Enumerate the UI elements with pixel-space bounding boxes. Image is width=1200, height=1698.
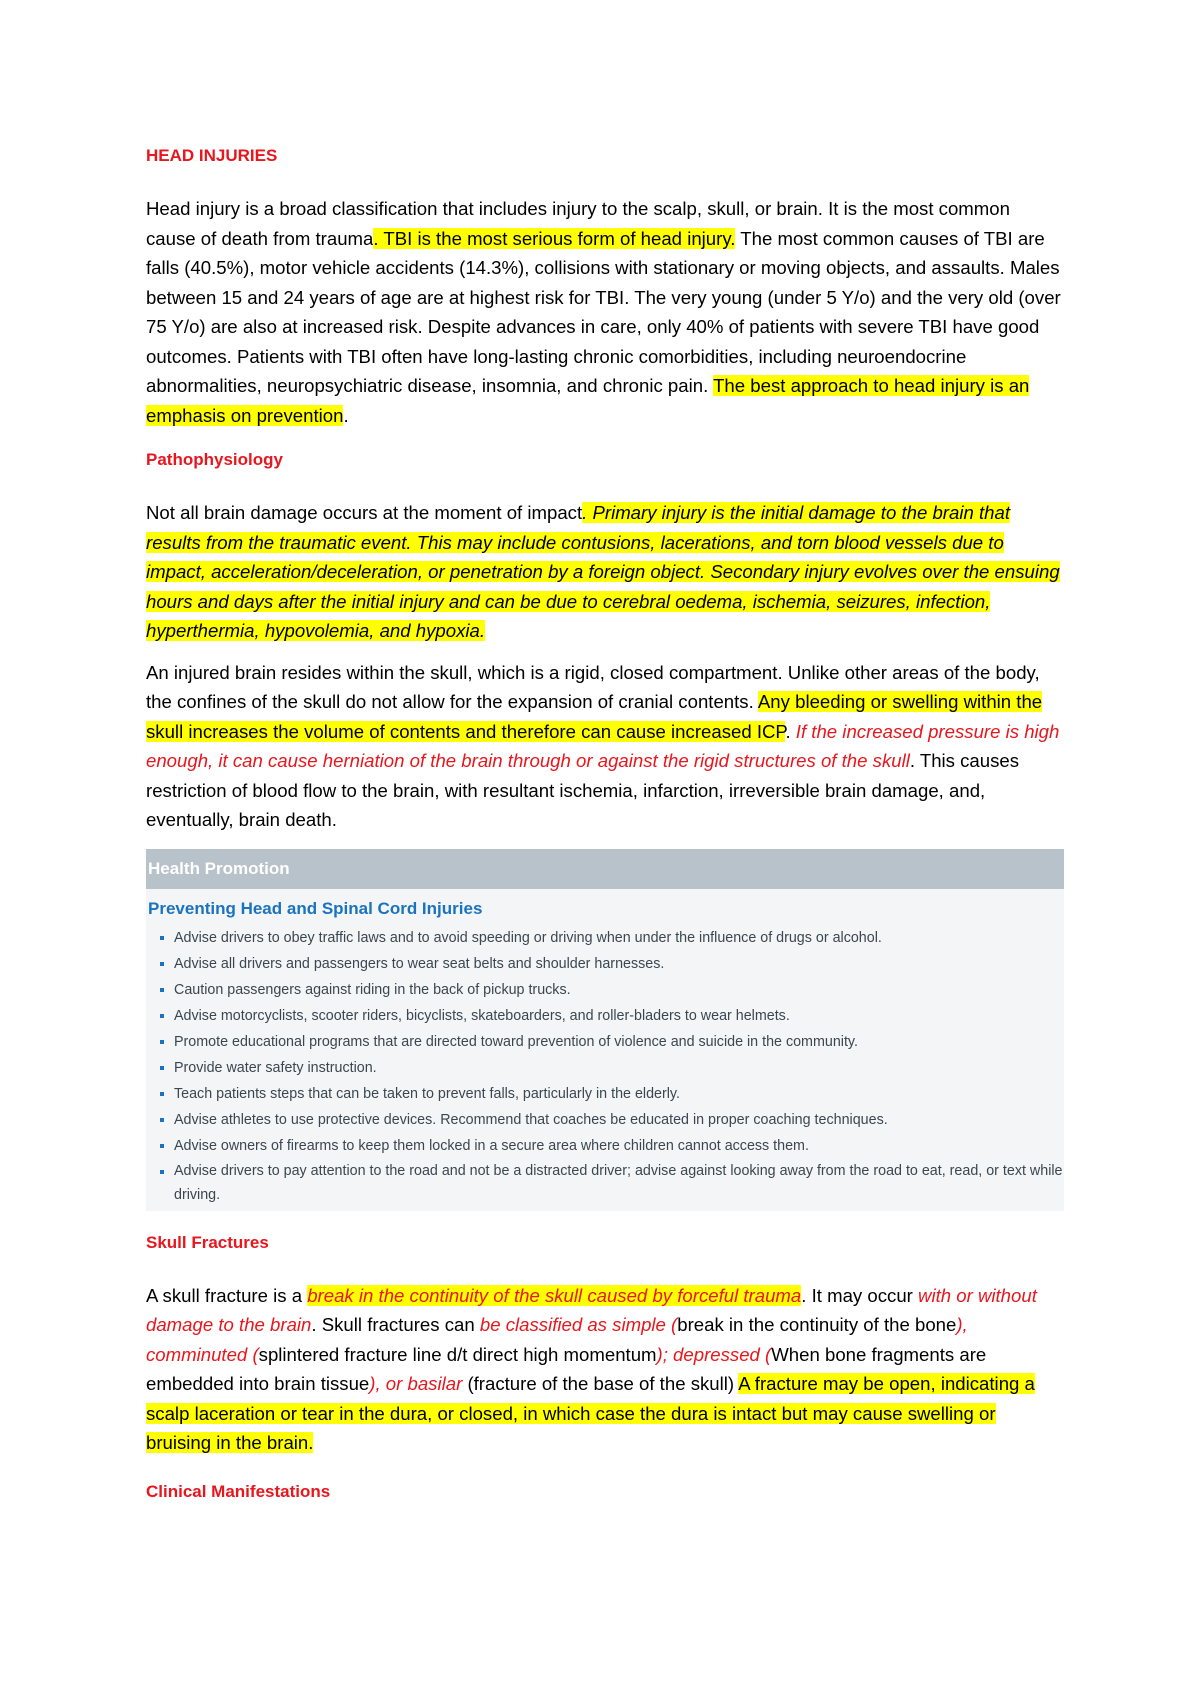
bullet-icon [160,1170,164,1174]
text-run: ); depressed ( [656,1343,772,1365]
paragraph-head-injury-intro [146,194,1064,430]
text-run: . It may occur [801,1284,919,1306]
text-run: . Skull fractures can [311,1314,480,1335]
text-run: . Primary injury is the initial damage to the brain that results from the traumatic event. This may include contusions, lacerations, and torn blood vessels due to impact, acceleration/deceleration, or penetration by a foreign object. Secondary injury evolves over the ensuing hours and days after the initial injury and can be due to cerebral oedema, ischemia, seizures, infection, hyperthermia, hypovolemia, and hypoxia. [146,502,1060,641]
health-promotion-item-text: Caution passengers against riding in the back of pickup trucks. [174,981,571,998]
text-run: . This causes restriction of blood flow to the brain, with resultant ischemia, infarction, irreversible brain damage, and, eventually, brain death. [146,750,1020,830]
health-promotion-item [146,1107,1064,1133]
text-run: A fracture may be open, indicating a scalp laceration or tear in the dura, or closed, in which case the dura is intact but may cause swelling or bruising in the brain. [146,1373,1035,1453]
text-run: A skull fracture is a [146,1284,308,1306]
text-run: . [785,720,796,742]
health-promotion-item [146,1003,1064,1029]
paragraph-skull-fracture [146,1281,1064,1458]
text-run: Not all brain damage occurs at the moment of impact [146,502,583,523]
bullet-icon [160,988,164,992]
bullet-icon [160,1040,164,1044]
text-run: When bone fragments are embedded into brain tissue [146,1343,987,1394]
text-run: An injured brain resides within the skull, which is a rigid, closed compartment. Unlike other areas of the body, the confines of the skull do not allow for the expansion of cranial contents. [146,661,1040,712]
text-run: . TBI is the most serious form of head injury. [373,227,736,249]
health-promotion-item-text: Advise owners of firearms to keep them locked in a secure area where children cannot access them. [174,1137,809,1154]
health-promotion-box [146,849,1064,1211]
health-promotion-item [146,977,1064,1003]
text-run: splintered fracture line d/t direct high momentum [258,1343,657,1365]
health-promotion-item-text: Advise drivers to pay attention to the road and not be a distracted driver; advise against looking away from the road to eat, read, or text while driving. [174,1162,1063,1203]
health-promotion-item-text: Advise motorcyclists, scooter riders, bicyclists, skateboarders, and roller-bladers to wear helmets. [174,1007,790,1024]
text-run: with or without damage to the brain [146,1284,1037,1335]
health-promotion-item-text: Advise athletes to use protective devices. Recommend that coaches be educated in proper coaching techniques. [174,1111,888,1128]
heading-skull-fractures: Skull Fractures [146,1232,269,1252]
bullet-icon [160,1092,164,1096]
heading-head-injuries: HEAD INJURIES [146,146,278,165]
text-run: (fracture of the base of the skull) [462,1373,739,1394]
text-run: ), comminuted ( [146,1314,968,1365]
health-promotion-item-text: Advise drivers to obey traffic laws and to avoid speeding or driving when under the influence of drugs or alcohol. [174,929,882,946]
bullet-icon [160,936,164,940]
bullet-icon [160,1014,164,1018]
health-promotion-item-text: Provide water safety instruction. [174,1059,377,1076]
health-promotion-item [146,1081,1064,1107]
health-promotion-item-text: Promote educational programs that are directed toward prevention of violence and suicide in the community. [174,1033,858,1050]
text-run: break in the continuity of the bone [677,1314,957,1335]
health-promotion-subtitle: Preventing Head and Spinal Cord Injuries [148,898,483,918]
text-run: If the increased pressure is high enough, it can cause herniation of the brain through or against the rigid structures of the skull [146,720,1060,771]
text-run: break in the continuity of the skull caused by forceful trauma [307,1284,802,1306]
paragraph-injured-brain [146,658,1064,835]
health-promotion-item [146,925,1064,951]
health-promotion-list [146,925,1064,1211]
text-run: Any bleeding or swelling within the skull increases the volume of contents and therefore can cause increased ICP [146,691,1043,742]
text-run: be classified as simple ( [479,1314,678,1335]
bullet-icon [160,1144,164,1148]
health-promotion-item [146,1029,1064,1055]
document-page [146,144,1064,1530]
health-promotion-item [146,951,1064,977]
health-promotion-title: Health Promotion [146,849,1064,889]
bullet-icon [160,1066,164,1070]
text-run: Head injury is a broad classification that includes injury to the scalp, skull, or brain. It is the most common cause of death from trauma [146,198,1010,249]
health-promotion-item [146,1133,1064,1159]
text-run: ), or basilar [369,1373,463,1394]
bullet-icon [160,962,164,966]
paragraph-brain-damage [146,498,1064,646]
health-promotion-item-text: Teach patients steps that can be taken to prevent falls, particularly in the elderly. [174,1085,680,1102]
health-promotion-item [146,1159,1064,1207]
text-run: The best approach to head injury is an emphasis on prevention [146,375,1030,426]
text-run: . [343,404,349,426]
text-run: The most common causes of TBI are falls (40.5%), motor vehicle accidents (14.3%), collisions with stationary or moving objects, and assaults. Males between 15 and 24 years of age are at highest risk for TBI. The very young (under 5 Y/o) and the very old (over 75 Y/o) are also at increased risk. Despite advances in care, only 40% of patients with severe TBI have good outcomes. Patients with TBI often have long-lasting chronic comorbidities, including neuroendocrine abnormalities, neuropsychiatric disease, insomnia, and chronic pain. [146,227,1061,396]
bullet-icon [160,1118,164,1122]
health-promotion-item [146,1055,1064,1081]
health-promotion-item-text: Advise all drivers and passengers to wear seat belts and shoulder harnesses. [174,955,665,972]
heading-pathophysiology: Pathophysiology [146,450,283,469]
heading-clinical-manifestations: Clinical Manifestations [146,1481,331,1501]
